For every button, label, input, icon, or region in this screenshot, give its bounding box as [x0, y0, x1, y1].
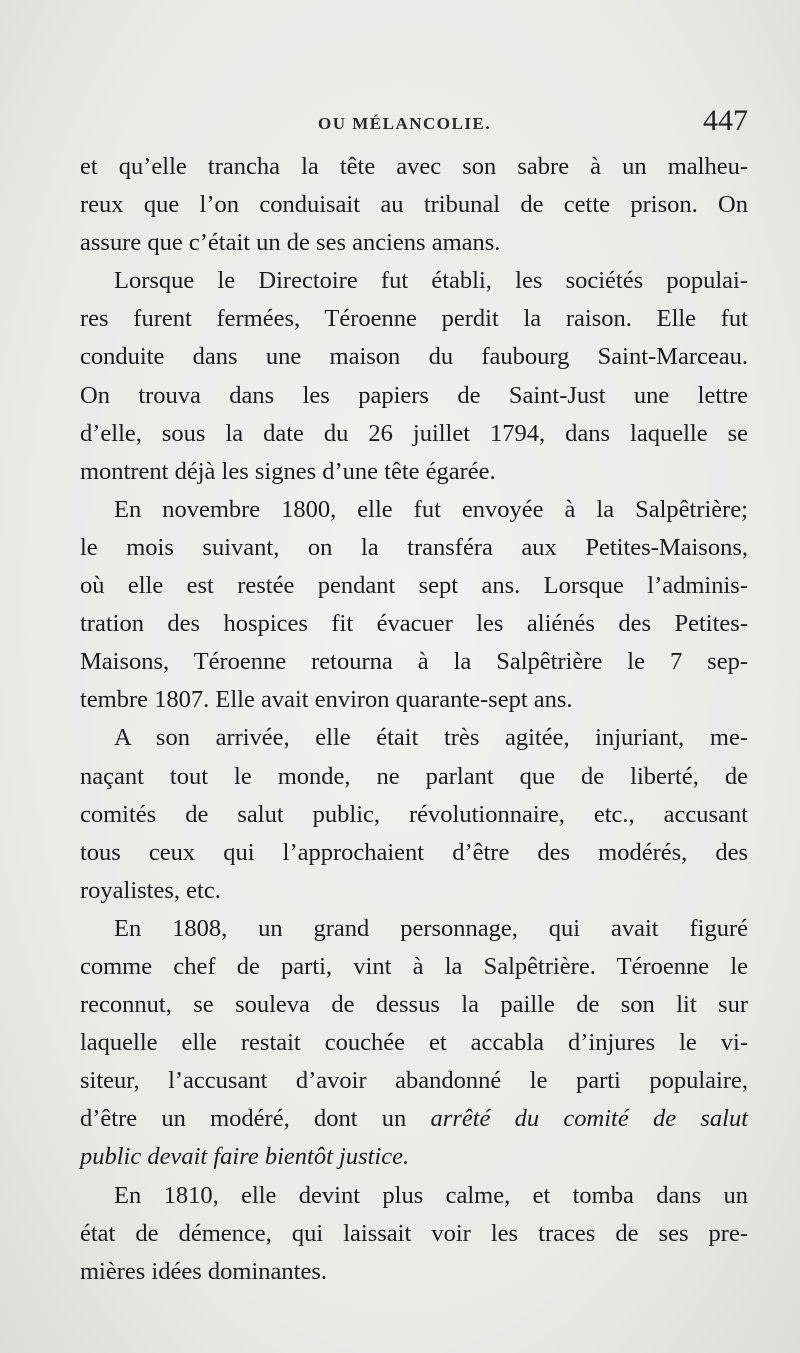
text-line: et qu’elle trancha la tête avec son sabre à un malheu-	[80, 153, 748, 180]
text-line: mières idées dominantes.	[80, 1257, 327, 1285]
text-line: Lorsque le Directoire fut établi, les sociétés populai-	[114, 267, 748, 295]
text-line: le mois suivant, on la transféra aux Petites-Maisons,	[80, 533, 748, 561]
running-head: OU MÉLANCOLIE.	[318, 114, 492, 133]
text-line: naçant tout le monde, ne parlant que de liberté, de	[80, 762, 748, 790]
text-line: En 1808, un grand personnage, qui avait figuré	[114, 914, 748, 942]
text-line: tous ceux qui l’approchaient d’être des modérés, des	[80, 838, 748, 866]
text-line: A son arrivée, elle était très agitée, injuriant, me-	[114, 724, 748, 752]
text-line: d’elle, sous la date du 26 juillet 1794, dans laquelle se	[80, 419, 748, 447]
text-line: res furent fermées, Téroenne perdit la raison. Elle fut	[80, 305, 748, 333]
text-line: comités de salut public, révolutionnaire, etc., accusant	[80, 800, 748, 828]
body-text	[80, 148, 748, 1291]
text-line: conduite dans une maison du faubourg Saint-Marceau.	[80, 343, 748, 371]
text-line: assure que c’était un de ses anciens amans.	[80, 229, 501, 257]
text-line: En 1810, elle devint plus calme, et tomba dans un	[114, 1181, 748, 1209]
text-line: où elle est restée pendant sept ans. Lorsque l’adminis-	[80, 572, 748, 600]
text-line: On trouva dans les papiers de Saint-Just une lettre	[80, 381, 748, 409]
page-header	[80, 104, 748, 144]
text-line: reconnut, se souleva de dessus la paille de son lit sur	[80, 991, 748, 1019]
text-line: comme chef de parti, vint à la Salpêtrière. Téroenne le	[80, 952, 748, 980]
italic-text-line: public devait faire bientôt justice.	[80, 1143, 410, 1171]
text-line: tration des hospices fit évacuer les aliénés des Petites-	[80, 610, 748, 638]
text-line: En novembre 1800, elle fut envoyée à la Salpêtrière;	[114, 495, 748, 523]
text-line: siteur, l’accusant d’avoir abandonné le parti populaire,	[80, 1067, 748, 1095]
text-line: reux que l’on conduisait au tribunal de cette prison. On	[80, 191, 748, 219]
text-line-mixed	[80, 1100, 748, 1138]
text-line: Maisons, Téroenne retourna à la Salpêtrière le 7 sep-	[80, 648, 748, 676]
text-line: état de démence, qui laissait voir les traces de ses pre-	[80, 1219, 748, 1247]
text-line: montrent déjà les signes d’une tête égarée.	[80, 457, 496, 485]
text-line: tembre 1807. Elle avait environ quarante-sept ans.	[80, 686, 573, 714]
page-number: 447	[703, 104, 748, 137]
text-segment: d’être un modéré, dont un	[80, 1105, 407, 1133]
text-line: royalistes, etc.	[80, 876, 221, 904]
italic-text-segment: arrêté du comité de salut	[430, 1105, 749, 1133]
text-line: laquelle elle restait couchée et accabla d’injures le vi-	[80, 1029, 748, 1057]
